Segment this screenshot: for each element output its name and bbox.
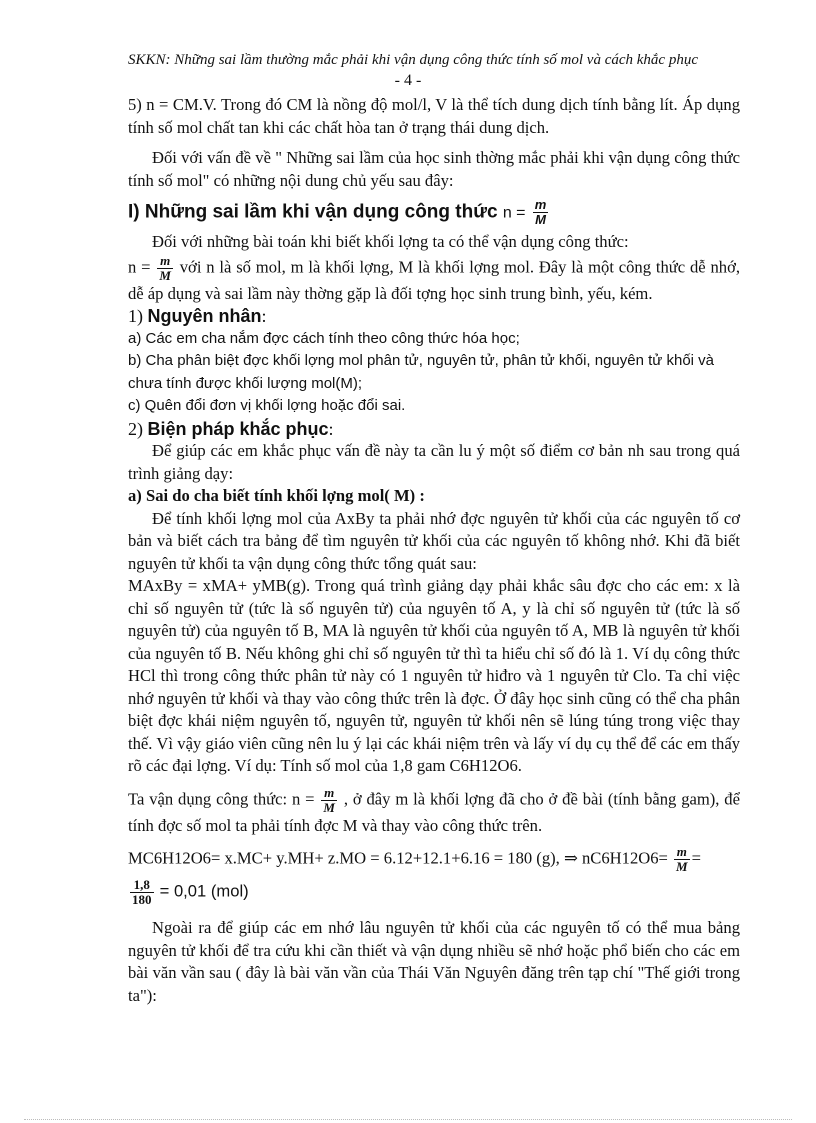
- remedy-a-p3-rest: , ở đây m là khối lợng đã cho ở đề bài (tính bằng gam), để tính đợc số mol ta phải tính đợc M và thay vào công thức trên.: [128, 788, 740, 835]
- p3-formula-fraction: [321, 786, 337, 815]
- remedy-a-paragraph-1: Để tính khối lợng mol của AxBy ta phải nhớ đợc nguyên tử khối của các nguyên tố cơ bản và biết cách tra bảng để tìm nguyên tử khối của các nguyên tố không nhớ. Khi đã biết nguyên tử khối ta vận dụng công thức tổng quát sau:: [128, 508, 740, 573]
- cause-heading-number: 1): [128, 306, 143, 326]
- heading-formula-denominator: M: [535, 212, 546, 227]
- calculation-text: MC6H12O6= x.MC+ y.MH+ z.MO = 6.12+12.1+6.16 = 180 (g), ⇒ nC6H12O6=: [128, 848, 668, 868]
- p3-formula-numerator: m: [321, 786, 337, 801]
- cause-heading-title: Nguyên nhân: [147, 306, 262, 326]
- heading-formula-fraction: [533, 198, 549, 227]
- para-formula-denominator: M: [159, 267, 171, 283]
- cause-item-c: c) Quên đổi đơn vị khối lợng hoặc đổi sai.: [128, 397, 406, 414]
- item-5-paragraph: 5) n = CM.V. Trong đó CM là nồng độ mol/l, V là thể tích dung dịch tính bằng lít. Áp dụng tính số mol chất tan khi các chất hòa tan ở trạng thái dung dịch.: [128, 95, 740, 137]
- calc-formula-denominator: M: [676, 859, 688, 874]
- closing-paragraph: Ngoài ra để giúp các em nhớ lâu nguyên tử khối của các nguyên tố có thể mua bảng nguyên tử khối để tra cứu khi cần thiết và vận dụng nhiều sẽ nhớ hoặc phổ biến cho các em bài văn vần sau ( đây là bài văn vần của Thái Văn Nguyên đăng trên tạp chí "Thế giới trong ta"):: [128, 918, 740, 1005]
- remedy-heading-title: Biện pháp khắc phục: [147, 418, 329, 439]
- heading-formula-numerator: m: [534, 197, 547, 212]
- calc-value-fraction: [130, 878, 154, 907]
- section-1-title: I) Những sai lầm khi vận dụng công thức: [128, 201, 498, 223]
- calc-formula-fraction: [674, 845, 690, 874]
- page-number: - 4 -: [394, 72, 422, 89]
- calc-value-denominator: 180: [132, 892, 152, 907]
- heading-formula-lhs: n =: [502, 204, 526, 222]
- cause-item-a: a) Các em cha nắm đợc cách tính theo công thức hóa học;: [128, 329, 520, 347]
- page-content: [128, 94, 740, 1007]
- intro-paragraph: Đối với vấn đề về " Những sai lầm của học sinh thờng mắc phải khi vận dụng công thức tính số mol" có những nội dung chủ yếu sau đây:: [128, 148, 740, 190]
- para-formula-numerator: m: [157, 254, 173, 269]
- remedy-a-paragraph-3: [128, 786, 740, 838]
- calculation-result-line: [128, 878, 740, 907]
- section-1-paragraph-rest: với n là số mol, m là khối lợng, M là khối lợng mol. Đây là một công thức dễ nhớ, dễ áp dụng và sai lầm này thờng gặp là đối tợng học sinh trung bình, yếu, kém.: [128, 256, 740, 303]
- cause-heading: 1) Nguyên nhân:: [128, 306, 267, 326]
- calc-value-numerator: 1,8: [130, 878, 154, 893]
- section-1-heading: [128, 198, 740, 227]
- remedy-heading-number: 2): [128, 418, 143, 439]
- section-1-paragraph-start: Đối với những bài toán khi biết khối lợng ta có thể vận dụng công thức:: [152, 232, 629, 251]
- remedy-intro: Để giúp các em khắc phục vấn đề này ta cần lu ý một số điểm cơ bản nh sau trong quá trình giảng dạy:: [128, 441, 740, 483]
- section-1-paragraph-rest-line: [128, 254, 740, 306]
- remedy-a-title: a) Sai do cha biết tính khối lợng mol( M) :: [128, 486, 425, 505]
- running-header: SKKN: Những sai lầm thường mắc phải khi vận dụng công thức tính số mol và cách khắc phục: [128, 52, 698, 68]
- para-formula-fraction: [157, 254, 173, 283]
- calculation-line: MC6H12O6= x.MC+ y.MH+ z.MO = 6.12+12.1+6.16 = 180 (g), ⇒ nC6H12O6= $\frac{m}{M}$ =: [128, 844, 701, 874]
- remedy-heading: 2) Biện pháp khắc phục:: [128, 418, 334, 439]
- calc-formula-numerator: m: [674, 845, 690, 860]
- calculation-result: = 0,01 (mol): [159, 881, 249, 901]
- remedy-a-p3-start: Ta vận dụng công thức:: [128, 788, 288, 808]
- cause-item-b: b) Cha phân biệt đợc khối lợng mol phân tử, nguyên tử, phân tử khối, nguyên tử khối và chưa tính được khối lượng mol(M);: [128, 352, 715, 392]
- p3-formula-lhs: n =: [291, 788, 315, 808]
- remedy-a-paragraph-2: MAxBy = xMA+ yMB(g). Trong quá trình giảng dạy phải khắc sâu đợc cho các em: x là chỉ số nguyên tử (tức là số nguyên tử) của nguyên tố A, y là chỉ số nguyên tử (tức là số nguyên tử) của nguyên tố B, MA là nguyên tử khối của nguyên tố A, MB là nguyên tử khối của nguyên tố B. Nếu không ghi chỉ số nguyên tử thì ta hiểu chỉ số đó là 1. Ví dụ công thức HCl thì trong công thức phân tử này có 1 nguyên tử hiđro và 1 nguyên tử Clo. Ta chỉ việc nhớ nguyên tử khối và thay vào công thức trên là đợc. Ở đây học sinh cũng có thể cha phân biệt đợc khái niệm nguyên tố, nguyên tử, nguyên tử khối nên sẽ lúng túng trong việc thay thế. Vì vậy giáo viên cũng nên lu ý lại các khái niệm trên và lấy ví dụ cụ thể để các em thấy rõ các đại lợng. Ví dụ: Tính số mol của 1,8 gam C6H12O6.: [128, 576, 740, 775]
- page-bottom-divider: [24, 1119, 792, 1120]
- p3-formula-denominator: M: [323, 799, 335, 815]
- para-formula-lhs: n =: [128, 256, 151, 276]
